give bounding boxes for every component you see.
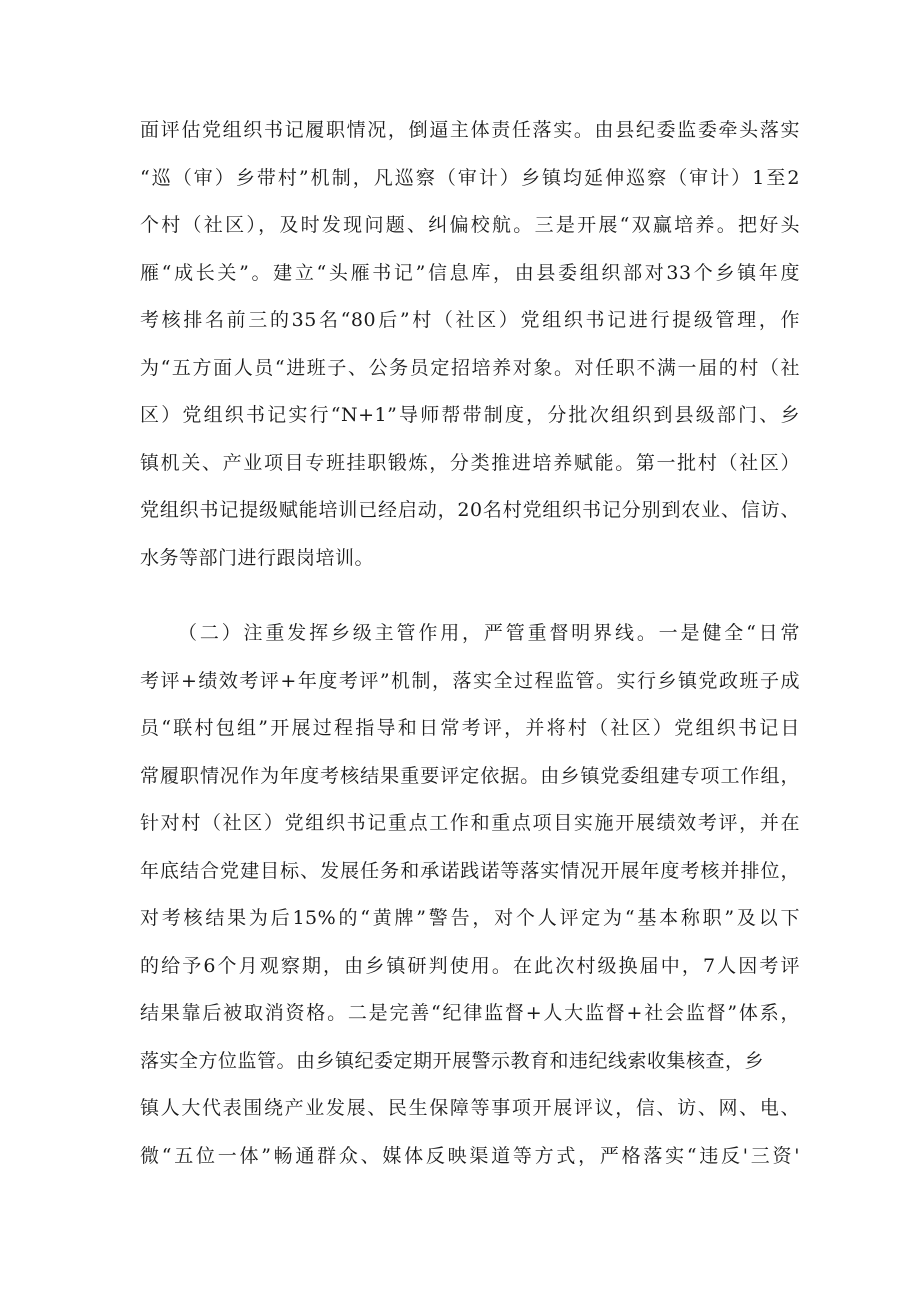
text-line: 员“联村包组”开展过程指导和日常考评，并将村（社区）党组织书记日 — [140, 717, 800, 739]
text-line: （二）注重发挥乡级主管作用，严管重督明界线。一是健全“日常 — [178, 622, 800, 644]
text-line: 为“五方面人员“进班子、公务员定招培养对象。对任职不满一届的村（社 — [140, 357, 800, 379]
text-line: 的给予6个月观察期，由乡镇研判使用。在此次村级换届中，7人因考评 — [140, 955, 800, 977]
text-line: 年底结合党建目标、发展任务和承诺践诺等落实情况开展年度考核并排位， — [140, 860, 800, 882]
text-line: 常履职情况作为年度考核结果重要评定依据。由乡镇党委组建专项工作组， — [140, 765, 800, 787]
text-line: 区）党组织书记实行“N+1”导师帮带制度，分批次组织到县级部门、乡 — [140, 404, 800, 426]
text-line: 结果靠后被取消资格。二是完善“纪律监督+人大监督+社会监督”体系， — [140, 1002, 800, 1024]
text-line: “巡（审）乡带村”机制，凡巡察（审计）乡镇均延伸巡察（审计）1至2 — [140, 167, 800, 189]
text-line: 面评估党组织书记履职情况，倒逼主体责任落实。由县纪委监委牵头落实 — [140, 119, 800, 141]
text-line: 镇机关、产业项目专班挂职锻炼，分类推进培养赋能。第一批村（社区） — [140, 452, 800, 474]
text-line: 雁“成长关”。建立“头雁书记”信息库，由县委组织部对33个乡镇年度 — [140, 262, 800, 284]
text-line: 党组织书记提级赋能培训已经启动，20名村党组织书记分别到农业、信访、 — [140, 499, 800, 521]
text-line: 对考核结果为后15%的“黄牌”警告，对个人评定为“基本称职”及以下 — [140, 907, 800, 929]
text-line: 考评+绩效考评+年度考评”机制，落实全过程监管。实行乡镇党政班子成 — [140, 670, 800, 692]
text-line: 微“五位一体”畅通群众、媒体反映渠道等方式，严格落实“违反'三资' — [140, 1145, 800, 1167]
text-line: 落实全方位监管。由乡镇纪委定期开展警示教育和违纪线索收集核查，乡 — [140, 1050, 765, 1072]
text-line: 水务等部门进行跟岗培训。 — [140, 547, 375, 569]
text-line: 个村（社区），及时发现问题、纠偏校航。三是开展“双赢培养。把好头 — [140, 214, 800, 236]
text-line: 镇人大代表围绕产业发展、民生保障等事项开展评议，信、访、网、电、 — [140, 1097, 800, 1119]
text-line: 针对村（社区）党组织书记重点工作和重点项目实施开展绩效考评，并在 — [140, 812, 800, 834]
text-line: 考核排名前三的35名“80后”村（社区）党组织书记进行提级管理，作 — [140, 309, 800, 331]
